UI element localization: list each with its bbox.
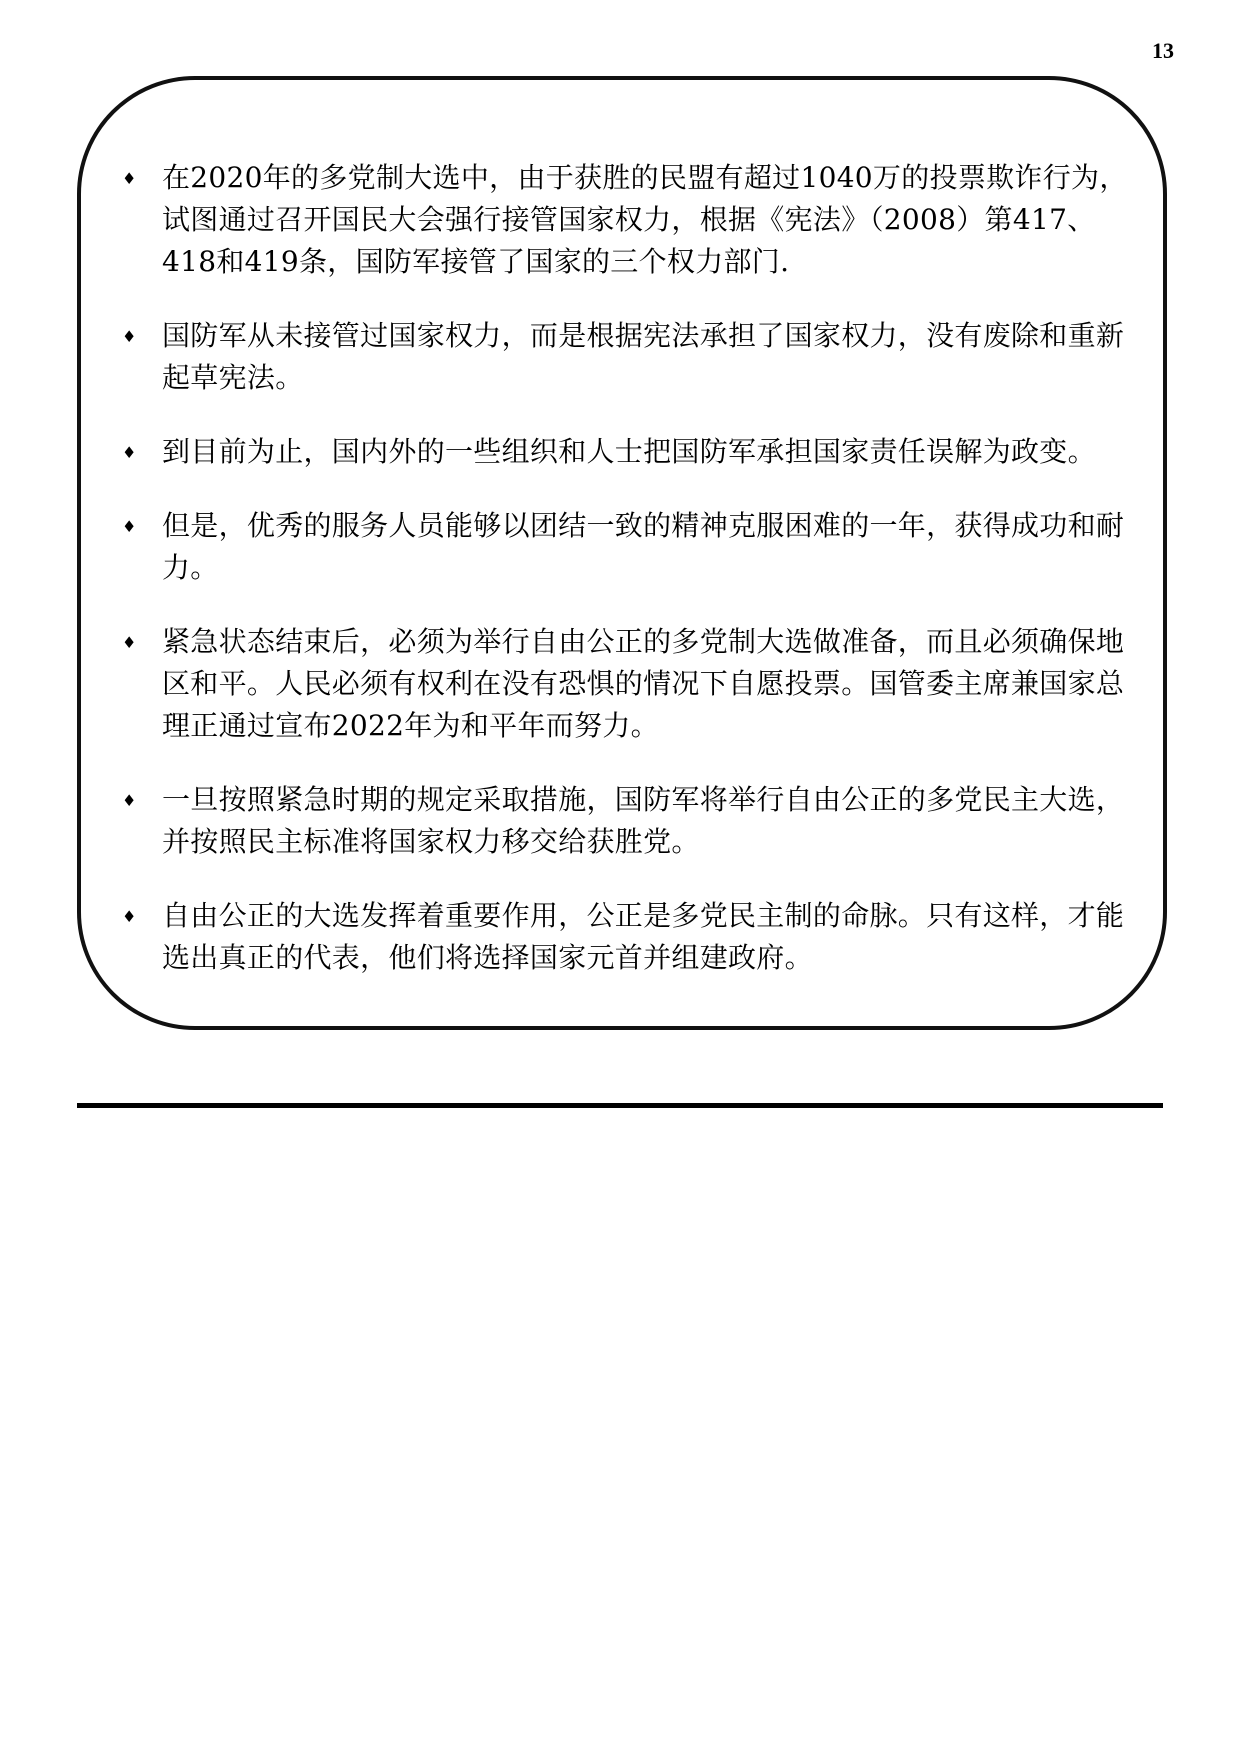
diamond-bullet-icon: ♦ <box>122 327 137 346</box>
bullet-item-7 <box>120 895 1130 979</box>
diamond-bullet-icon: ♦ <box>122 517 137 536</box>
diamond-bullet-icon: ♦ <box>122 633 137 652</box>
diamond-bullet-icon: ♦ <box>122 443 137 462</box>
diamond-bullet-icon: ♦ <box>122 791 137 810</box>
bullet-item-4 <box>120 505 1130 589</box>
bullet-text: 在2020年的多党制大选中，由于获胜的民盟有超过1040万的投票欺诈行为，试图通过召开国民大会强行接管国家权力，根据《宪法》（2008）第417、418和419条，国防军接管了国家的三个权力部门. <box>162 161 1128 278</box>
bullet-text: 自由公正的大选发挥着重要作用，公正是多党民主制的命脉。只有这样，才能选出真正的代表，他们将选择国家元首并组建政府。 <box>162 899 1125 974</box>
diamond-bullet-icon: ♦ <box>122 169 137 188</box>
bullet-list <box>120 157 1130 1011</box>
bullet-item-1 <box>120 157 1130 283</box>
bullet-item-3 <box>120 431 1130 473</box>
diamond-bullet-icon: ♦ <box>122 907 137 926</box>
horizontal-divider <box>77 1103 1163 1108</box>
page-number: 13 <box>1152 38 1174 63</box>
bullet-text: 一旦按照紧急时期的规定采取措施，国防军将举行自由公正的多党民主大选，并按照民主标准将国家权力移交给获胜党。 <box>162 783 1125 858</box>
bullet-text: 到目前为止，国内外的一些组织和人士把国防军承担国家责任误解为政变。 <box>162 435 1096 468</box>
bullet-item-6 <box>120 779 1130 863</box>
bullet-text: 国防军从未接管过国家权力，而是根据宪法承担了国家权力，没有废除和重新起草宪法。 <box>162 319 1125 394</box>
bullet-item-5 <box>120 621 1130 747</box>
bullet-text: 但是，优秀的服务人员能够以团结一致的精神克服困难的一年，获得成功和耐力。 <box>162 509 1125 584</box>
bullet-item-2 <box>120 315 1130 399</box>
bullet-text: 紧急状态结束后，必须为举行自由公正的多党制大选做准备，而且必须确保地区和平。人民必须有权利在没有恐惧的情况下自愿投票。国管委主席兼国家总理正通过宣布2022年为和平年而努力。 <box>162 625 1125 742</box>
